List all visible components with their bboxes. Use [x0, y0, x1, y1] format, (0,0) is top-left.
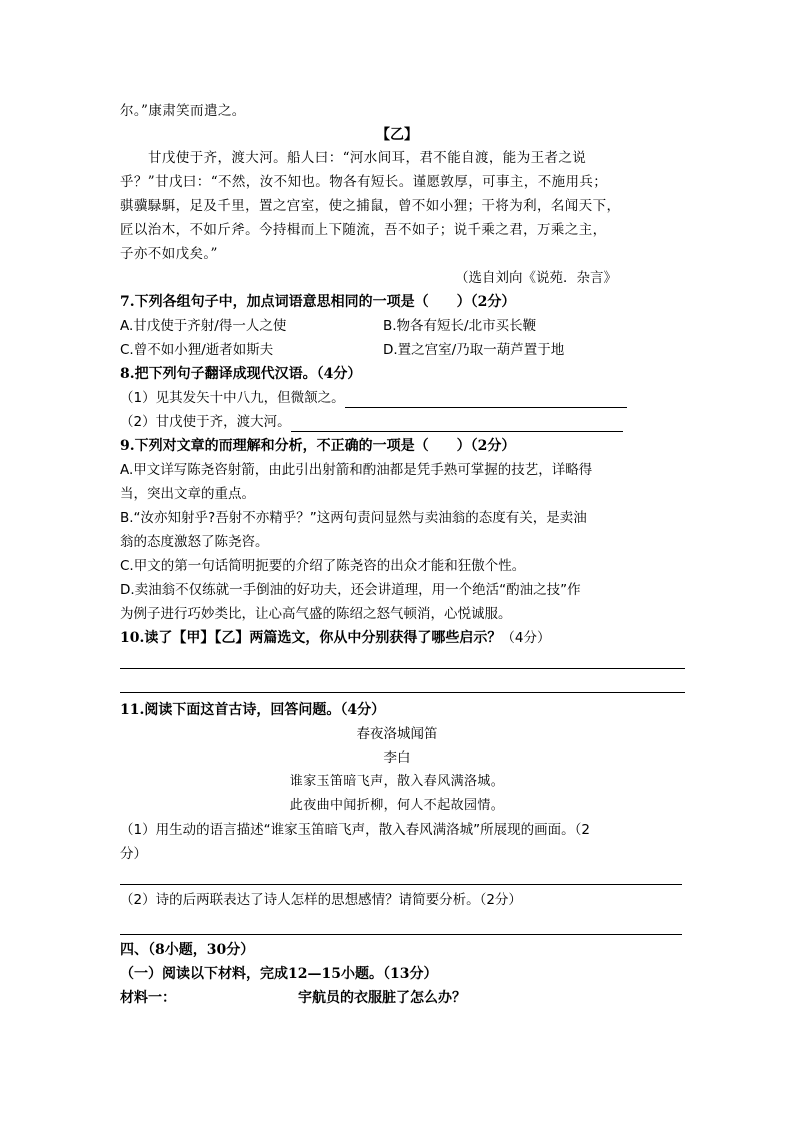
section4-heading: 四、（8小题，30分） [120, 942, 255, 958]
q10-stem-text: 10.读了【甲】【乙】两篇选文，你从中分别获得了哪些启示？ [120, 630, 502, 646]
q8-item-1-text: （1）见其发矢十中八九，但微颔之。 [120, 390, 345, 406]
q11-stem: 11.阅读下面这首古诗，回答问题。（4分） [120, 702, 386, 718]
q11-sub1-answer-line[interactable] [120, 884, 682, 885]
passage-yi-line: 子亦不如戊矣。” [120, 246, 218, 262]
poem-line: 谁家玉笛暗飞声，散入春风满洛城。 [289, 774, 505, 789]
poem-author: 李白 [383, 750, 411, 766]
q8-item-2 [120, 412, 623, 432]
q9-line: 当，突出文章的重点。 [120, 486, 255, 502]
passage-yi-line: 乎？”甘戊曰：“不然，汝不知也。物各有短长。谨愿敦厚，可事主，不施用兵； [120, 174, 608, 190]
q10-answer-line-2[interactable] [120, 692, 685, 693]
q8-stem: 8.把下列句子翻译成现代汉语。（4分） [120, 366, 362, 382]
poem-line: 此夜曲中闻折柳，何人不起故园情。 [289, 798, 505, 813]
passage-yi-source: （选自刘向《说苑．杂言》 [455, 270, 617, 286]
q8-item-2-text: （2）甘戊使于齐，渡大河。 [120, 414, 291, 430]
q7-option-d: D.置之宫室/乃取一葫芦置于地 [383, 342, 565, 358]
q9-stem: 9.下列对文章的而理解和分析，不正确的一项是（ ）（2分） [120, 438, 516, 454]
passage-yi-line: 骐骥騄駬，足及千里，置之宫室，使之捕鼠，曾不如小狸；干将为利，名闻天下， [120, 198, 621, 214]
passage-yi-line: 甘戊使于齐，渡大河。船人曰：“河水间耳，君不能自渡，能为王者之说 [148, 150, 587, 166]
q9-line: 翁的态度激怒了陈尧咨。 [120, 534, 269, 550]
passage-yi-heading: 【乙】 [376, 127, 418, 143]
passage-yi-line: 匠以治木，不如斤斧。今持楫而上下随流，吾不如子；说千乘之君，万乘之主， [120, 222, 607, 238]
q7-option-b: B.物各有短长/北市买长鞭 [383, 318, 537, 334]
material-title: 宇航员的衣服脏了怎么办？ [298, 990, 466, 1006]
q10-stem [120, 628, 550, 648]
q8-item-1 [120, 388, 627, 408]
q7-option-a: A.甘戊使于齐射/得一人之使 [120, 318, 287, 334]
q9-line: D.卖油翁不仅练就一手倒油的好功夫，还会讲道理，用一个绝活“酌油之技”作 [120, 582, 581, 598]
q7-stem: 7.下列各组句子中，加点词语意思相同的一项是（ ）（2分） [120, 294, 516, 310]
q11-sub2: （2）诗的后两联表达了诗人怎样的思想感情？请简要分析。（2分） [120, 892, 522, 908]
q11-sub1: （1）用生动的语言描述“谁家玉笛暗飞声，散入春风满洛城”所展现的画面。（2 [120, 822, 590, 838]
poem-title: 春夜洛城闻笛 [356, 726, 438, 742]
q11-sub1-cont: 分） [120, 846, 147, 862]
q8-item-1-answer-line[interactable] [345, 393, 627, 408]
material-label: 材料一： [120, 990, 176, 1006]
q9-line: C.甲文的第一句话简明扼要的介绍了陈尧咨的出众才能和狂傲个性。 [120, 558, 526, 574]
q10-answer-line-1[interactable] [120, 668, 685, 669]
q10-score: （4分） [501, 630, 551, 646]
q9-line: B.“汝亦知射乎?吾射不亦精乎？”这两句责问显然与卖油翁的态度有关，是卖油 [120, 510, 587, 526]
passage-jia-tail: 尔。”康肃笑而遣之。 [120, 103, 246, 119]
q9-line: 为例子进行巧妙类比，让心高气盛的陈绍之怒气顿消，心悦诚服。 [120, 606, 512, 622]
q11-sub2-answer-line[interactable] [120, 934, 682, 935]
section4-subheading: （一）阅读以下材料，完成12—15小题。（13分） [120, 966, 438, 982]
q9-line: A.甲文详写陈尧咨射箭，由此引出射箭和酌油都是凭手熟可掌握的技艺，详略得 [120, 462, 593, 478]
q8-item-2-answer-line[interactable] [291, 417, 623, 432]
q7-option-c: C.曾不如小狸/逝者如斯夫 [120, 342, 274, 358]
